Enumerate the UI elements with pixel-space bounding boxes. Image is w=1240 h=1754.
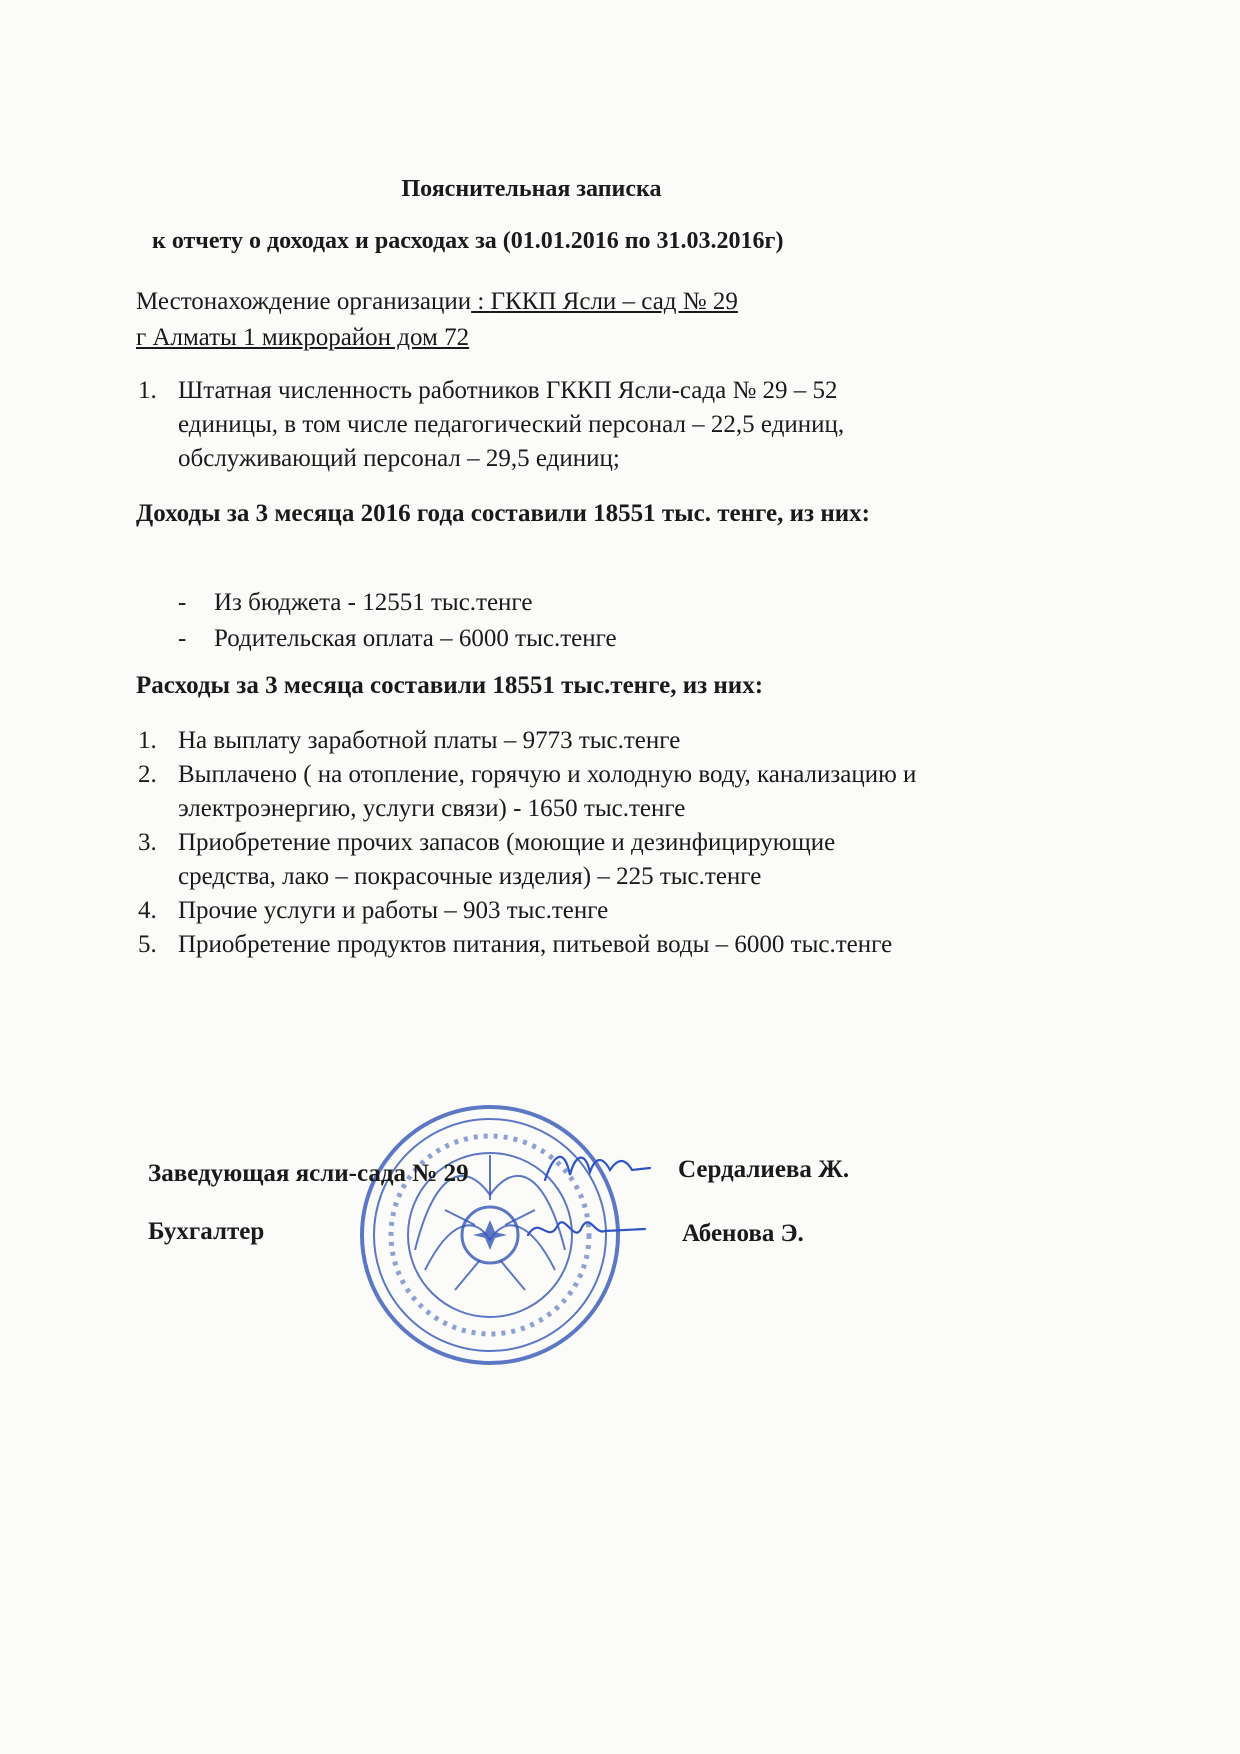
list-item (138, 758, 938, 826)
head-signature (540, 1140, 660, 1200)
expenses-heading: Расходы за 3 месяца составили 18551 тыс.тенге, из них: (136, 672, 764, 699)
list-item-text: Из бюджета - 12551 тыс.тенге (214, 589, 533, 616)
list-item-text: Приобретение продуктов питания, питьевой воды – 6000 тыс.тенге (178, 931, 893, 958)
income-heading: Доходы за 3 месяца 2016 года составили 18551 тыс. тенге, из них: (136, 500, 870, 527)
document-subtitle: к отчету о доходах и расходах за (01.01.2016 по 31.03.2016г) (152, 228, 784, 254)
list-item-number: 1. (138, 727, 157, 754)
location-colon: : (471, 288, 491, 315)
list-item-text: Приобретение прочих запасов (моющие и дезинфицирующие средства, лако – покрасочные изделия) – 225 тыс.тенге (178, 829, 836, 890)
head-role: Заведующая ясли-сада № 29 (148, 1160, 469, 1187)
expenses-list (138, 724, 938, 962)
organization-name: ГККП Ясли – сад № 29 (490, 288, 738, 315)
list-item (138, 928, 938, 962)
organization-address: г Алматы 1 микрорайон дом 72 (136, 324, 470, 351)
list-item (138, 724, 938, 758)
list-item-text: Штатная численность работников ГККП Ясли-сада № 29 – 52 единицы, в том числе педагогический персонал – 22,5 единиц, обслуживающий персонал – 29,5 единиц; (178, 377, 845, 472)
dash-bullet: - (178, 589, 187, 616)
income-list (178, 585, 617, 657)
list-item-number: 5. (138, 931, 157, 958)
document-title: Пояснительная записка (401, 176, 662, 202)
list-item (178, 621, 617, 657)
staff-list (138, 374, 938, 476)
list-item-text: Выплачено ( на отопление, горячую и холодную воду, канализацию и электроэнергию, услуги связи) - 1650 тыс.тенге (178, 761, 917, 822)
head-name: Сердалиева Ж. (678, 1156, 850, 1183)
list-item-text: Прочие услуги и работы – 903 тыс.тенге (178, 897, 609, 924)
list-item-number: 2. (138, 761, 157, 788)
location-label: Местонахождение организации (136, 288, 472, 315)
accountant-signature (520, 1205, 650, 1260)
list-item (138, 826, 938, 894)
list-item-number: 4. (138, 897, 157, 924)
list-item (178, 585, 617, 621)
dash-bullet: - (178, 625, 187, 652)
accountant-name: Абенова Э. (682, 1220, 804, 1247)
list-item-text: На выплату заработной платы – 9773 тыс.тенге (178, 727, 681, 754)
list-item (138, 894, 938, 928)
list-item-number: 3. (138, 829, 157, 856)
list-item (138, 374, 938, 476)
organization-location (136, 284, 738, 356)
accountant-role: Бухгалтер (148, 1218, 265, 1245)
list-item-number: 1. (138, 377, 157, 404)
list-item-text: Родительская оплата – 6000 тыс.тенге (214, 625, 617, 652)
